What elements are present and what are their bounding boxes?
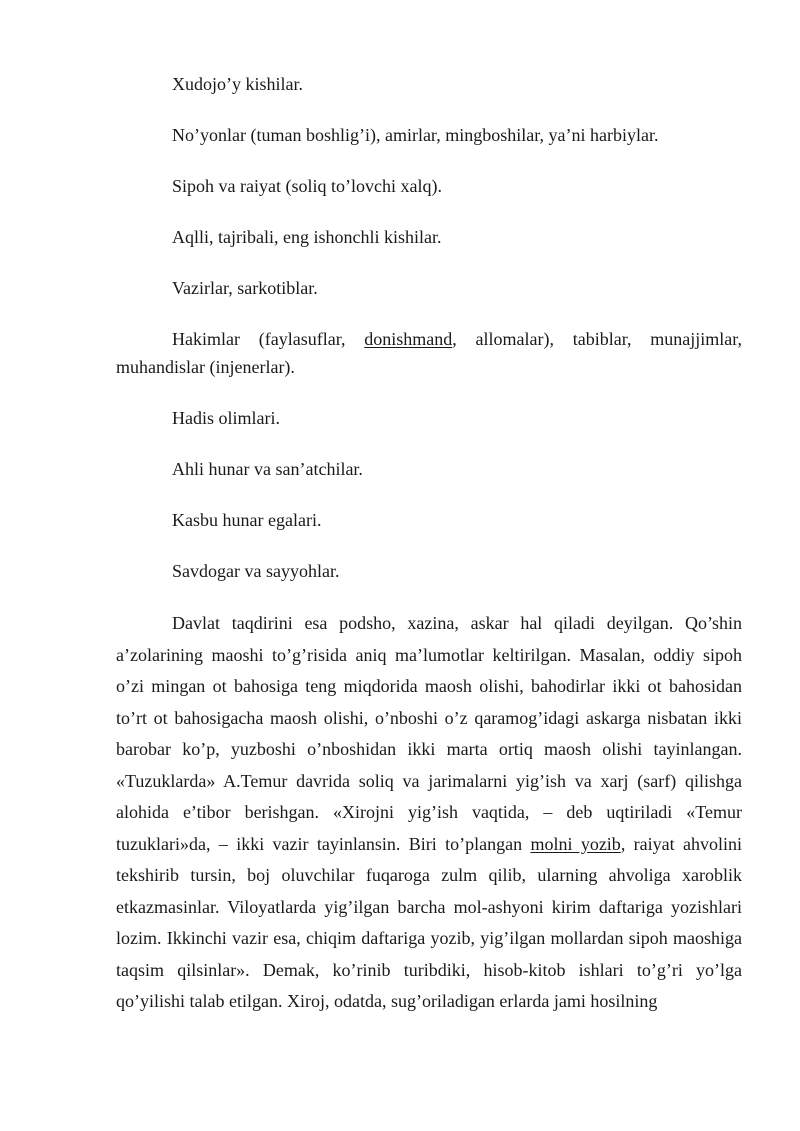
- text-span: , allomalar), tabiblar, munajjimlar, muhandislar (injenerlar).: [116, 329, 742, 377]
- text-span: Hakimlar (faylasuflar,: [172, 329, 365, 349]
- list-item: Aqlli, tajribali, eng ishonchli kishilar.: [172, 227, 442, 247]
- list-item: Savdogar va sayyohlar.: [172, 561, 340, 581]
- list-item-hakimlar: [116, 325, 742, 381]
- list-item: Ahli hunar va san’atchilar.: [172, 459, 363, 479]
- list-item: No’yonlar (tuman boshlig’i), amirlar, mingboshilar, ya’ni harbiylar.: [172, 125, 659, 145]
- document-page: [116, 70, 742, 1018]
- list-item: Xudojo’y kishilar.: [172, 74, 303, 94]
- molni-yozib-link[interactable]: molni yozib: [530, 833, 621, 854]
- list-item: Hadis olimlari.: [172, 408, 280, 428]
- donishmand-link[interactable]: donishmand: [364, 329, 453, 349]
- list-item: Sipoh va raiyat (soliq to’lovchi xalq).: [172, 176, 442, 196]
- body-paragraph: [116, 608, 742, 1018]
- list-item: Vazirlar, sarkotiblar.: [172, 278, 318, 298]
- text-span: , raiyat ahvolini tekshirib tursin, boj oluvchilar fuqaroga zulm qilib, ularning ahvoliga xaroblik etkazmasinlar. Viloyatlarda yig’ilgan barcha mol-ashyoni kirim daftariga yozishlari lozim. Ikkinchi vazir esa, chiqim daftariga yozib, yig’ilgan mollardan sipoh maoshiga taqsim qilsinlar». Demak, ko’rinib turibdiki, hisob-kitob ishlari to’g’ri yo’lga qo’yilishi talab etilgan. Xiroj, odatda, sug’oriladigan erlarda jami hosilning: [116, 833, 743, 1011]
- list-item: Kasbu hunar egalari.: [172, 510, 322, 530]
- text-span: Davlat taqdirini esa podsho, xazina, askar hal qiladi deyilgan. Qo’shin a’zolarining maoshi to’g’risida aniq ma’lumotlar keltirilgan. Masalan, oddiy sipoh o’zi mingan ot bahosiga teng miqdorida maosh olishi, bahodirlar ikki ot bahosidan to’rt ot bahosigacha maosh olishi, o’nboshi o’z qaramog’idagi askarga nisbatan ikki barobar ko’p, yuzboshi o’nboshidan ikki marta ortiq maosh olishi tayinlangan. «Tuzuklarda» A.Temur davrida soliq va jarimalarni yig’ish va xarj (sarf) qilishga alohida e’tibor berishgan. «Xirojni yig’ish vaqtida, – deb uqtiriladi «Temur tuzuklari»da, – ikki vazir tayinlansin. Biri to’plangan: [116, 613, 742, 854]
